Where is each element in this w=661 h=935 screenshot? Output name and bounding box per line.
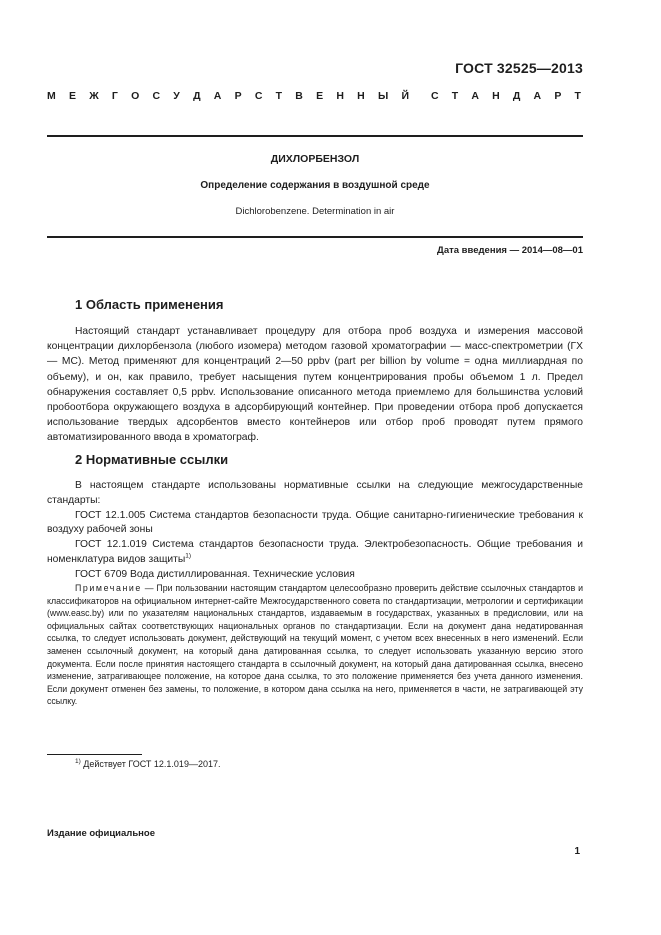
letter: Й: [401, 90, 409, 102]
footnote-text: Действует ГОСТ 12.1.019—2017.: [80, 759, 221, 769]
letter: Н: [492, 90, 500, 102]
page-number: 1: [574, 846, 580, 857]
section-1-heading: 1 Область применения: [75, 297, 224, 312]
letter: Е: [316, 90, 324, 102]
letter: М: [47, 90, 56, 102]
official-edition-label: Издание официальное: [47, 828, 155, 839]
footnote-mark: 1): [185, 552, 192, 560]
letter: У: [173, 90, 180, 102]
standard-type-word2: [431, 90, 581, 102]
letter: С: [152, 90, 161, 102]
letter: Г: [111, 90, 118, 102]
letter: А: [471, 90, 479, 102]
standard-type-label: [47, 90, 581, 102]
letter: Д: [193, 90, 201, 102]
note-block: [47, 582, 583, 708]
reference-gost-12-1-019-text: ГОСТ 12.1.019 Система стандартов безопасности труда. Электробезопасность. Общие требования и номенклатура видов защиты: [47, 539, 583, 565]
document-subtitle: Определение содержания в воздушной среде: [200, 180, 430, 191]
reference-gost-6709: ГОСТ 6709 Вода дистиллированная. Технические условия: [75, 568, 355, 580]
letter: Р: [234, 90, 242, 102]
letter: А: [533, 90, 542, 102]
references-intro: В настоящем стандарте использованы нормативные ссылки на следующие межгосударственные стандарты:: [47, 480, 583, 506]
letter: А: [213, 90, 222, 102]
section-1-body: [47, 324, 583, 446]
letter: Ы: [377, 90, 389, 102]
letter: В: [295, 90, 303, 102]
reference-gost-12-1-005: ГОСТ 12.1.005 Система стандартов безопасности труда. Общие санитарно-гигиенические требования к воздуху рабочей зоны: [47, 509, 583, 536]
note-label: Примечание: [75, 583, 142, 593]
letter: Н: [357, 90, 365, 102]
scope-paragraph: Настоящий стандарт устанавливает процедуру для отбора проб воздуха и измерения массовой концентрации дихлорбензола (любого изомера) методом газовой хроматографии — масс-спектрометрии (ГХ — МС). Метод применяют для концентраций 2—50 ppbv (part per billion by volume = одна миллиардная по объему), и он, как правило, требует насыщения путем концентрирования пробы объемом 1 л. Предел обнаружения составляет 0,5 ppbv. Использование описанного метода приемлемо для большинства условий пробоотбора окружающего воздуха в адсорбирующий контейнер. При проведении отбора проб допускается использование твердых адсорбентов вместо контейнеров или отбор проб проводят путем прямого автоматизированного ввода в хроматограф.: [47, 326, 583, 444]
letter: Ж: [89, 90, 99, 102]
section-2-heading: 2 Нормативные ссылки: [75, 452, 229, 467]
introduction-date: Дата введения — 2014—08—01: [437, 245, 583, 256]
document-code: ГОСТ 32525—2013: [455, 60, 583, 76]
note-text: — При пользовании настоящим стандартом целесообразно проверить действие ссылочных стандартов и классификаторов на официальном интернет-сайте Межгосударственного совета по стандартизации, метрологии и сертификации (www.easc.by) или по указателям национальных стандартов, издаваемым в государствах, указанных в предисловии, или на официальных сайтах соответствующих национальных органов по стандартизации. Если на документ дана недатированная ссылка, то следует использовать документ, действующий на текущий момент, с учетом всех внесенных в него изменений. Если заменен ссылочный документ, на который дана датированная ссылка, то следует использовать указанную версию этого документа. Если после принятия настоящего стандарта в ссылочный документ, на который дана датированная ссылка, внесено изменение, затрагивающее положение, на которое дана ссылка, то это положение применяется без учета данного изменения. Если документ отменен без замены, то положение, в котором дана ссылка на него, применяется в части, не затрагивающей эту ссылку.: [47, 583, 583, 707]
footnote-rule: [47, 754, 142, 755]
header-rule: [47, 135, 583, 137]
section-2-body: [47, 479, 583, 583]
note-paragraph: [47, 582, 583, 708]
letter: Н: [336, 90, 344, 102]
title-rule: [47, 236, 583, 238]
letter: Р: [554, 90, 562, 102]
standard-type-word1: [47, 90, 409, 102]
letter: Т: [574, 90, 581, 102]
footnote: [75, 759, 220, 769]
document-title: ДИХЛОРБЕНЗОЛ: [270, 153, 360, 165]
letter: Е: [68, 90, 76, 102]
letter: Т: [275, 90, 283, 102]
letter: С: [431, 90, 439, 102]
letter: О: [131, 90, 140, 102]
letter: С: [254, 90, 263, 102]
letter: Т: [451, 90, 459, 102]
reference-gost-12-1-019: [47, 538, 583, 568]
letter: Д: [512, 90, 521, 102]
footnote-number: 1): [75, 758, 81, 765]
english-title: Dichlorobenzene. Determination in air: [235, 206, 395, 217]
